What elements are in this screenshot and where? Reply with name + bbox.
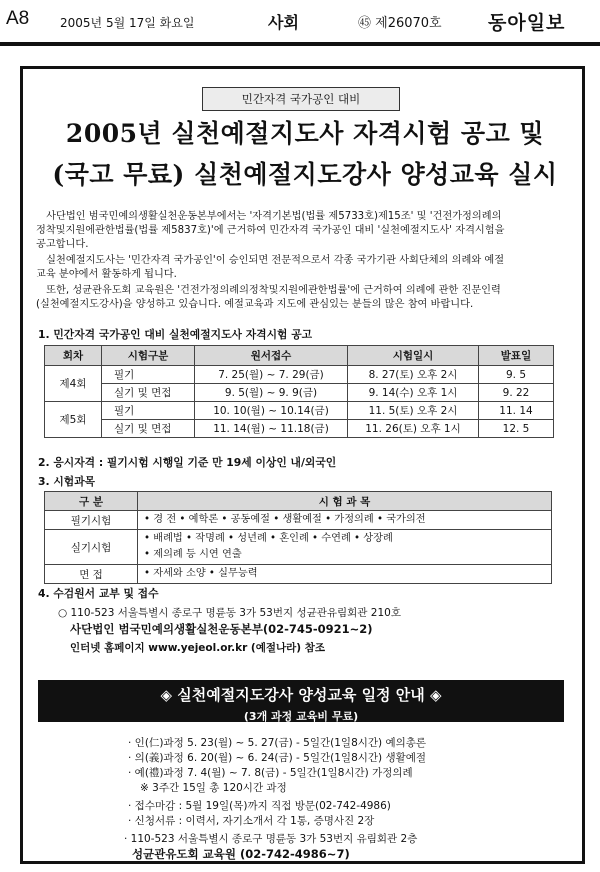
type-cell: 필기 — [102, 402, 195, 420]
table-row — [45, 511, 552, 530]
schedule-line: · 접수마감 : 5월 19일(목)까지 직접 방문(02-742-4986) — [128, 800, 391, 812]
section-heading-subjects: 3. 시험과목 — [38, 475, 96, 488]
ad-title-line1: 2005년 실천예절지도사 자격시험 공고 및 — [65, 119, 545, 148]
page-number: A8 — [6, 8, 30, 29]
intro-line: (실천예절지도강사)을 양성하고 있습니다. 예절교육과 지도에 관심있는 분들의 많은 참여 바랍니다. — [36, 299, 474, 310]
schedule-address: · 110-523 서울특별시 종로구 명륜동 3가 53번지 유림회관 2층 — [124, 833, 418, 845]
subject-label: 면 접 — [45, 565, 138, 584]
round-cell: 제4회 — [45, 366, 102, 402]
address-line: ○ 110-523 서울특별시 종로구 명륜동 3가 53번지 성균관유림회관 210호 — [58, 607, 401, 619]
schedule-line: · 의(義)과정 6. 20(월) ~ 6. 24(금) - 5일간(1일8시간) 생활예절 — [128, 752, 427, 764]
schedule-line: · 인(仁)과정 5. 23(월) ~ 5. 27(금) - 5일간(1일8시간) 예의총론 — [128, 737, 427, 749]
table-row — [45, 384, 554, 402]
result-cell: 12. 5 — [479, 420, 554, 438]
col-header: 시 험 과 목 — [138, 492, 552, 511]
exam-cell: 9. 14(수) 오후 1시 — [348, 384, 479, 402]
col-header: 시험일시 — [348, 346, 479, 366]
subject-list — [138, 530, 552, 565]
intro-line: 정착및지원에관한법률(법률 제5837호)'에 근거하여 민간자격 국가공인 대비 '실천예절지도사' 자격시험을 — [36, 225, 505, 236]
type-cell: 실기 및 면접 — [102, 384, 195, 402]
col-header: 원서접수 — [195, 346, 348, 366]
subject-list: • 경 전 • 예학론 • 공동예절 • 생활예절 • 가정의례 • 국가의전 — [138, 511, 552, 530]
intro-line: 또한, 성균관유도회 교육원은 '건전가정의례의정착및지원에관한법률'에 근거하여 의례에 관한 진문인력 — [36, 285, 501, 296]
newspaper-logo: 동아일보 — [488, 12, 566, 34]
newspaper-header — [0, 0, 600, 42]
result-cell: 11. 14 — [479, 402, 554, 420]
table-row — [45, 530, 552, 565]
col-header: 구 분 — [45, 492, 138, 511]
intro-line: 실천예절지도사는 '민간자격 국가공인'이 승인되면 전문적으로서 각종 국가기관 사회단체의 의례와 예절 — [36, 255, 505, 266]
organization-contact: 사단법인 범국민예의생활실천운동본부(02-745-0921~2) — [70, 622, 373, 636]
education-center-contact: 성균관유도회 교육원 (02-742-4986~7) — [132, 847, 350, 861]
schedule-line: · 신청서류 : 이력서, 자기소개서 각 1통, 증명사진 2장 — [128, 815, 375, 827]
col-header: 발표일 — [479, 346, 554, 366]
apply-cell: 10. 10(월) ~ 10.14(금) — [195, 402, 348, 420]
issue-date: 2005년 5월 17일 화요일 — [60, 16, 195, 30]
apply-cell: 7. 25(월) ~ 7. 29(금) — [195, 366, 348, 384]
subject-label: 실기시험 — [45, 530, 138, 565]
round-cell: 제5회 — [45, 402, 102, 438]
issue-number: ㊺ 제26070호 — [358, 16, 442, 31]
exam-cell: 11. 26(토) 오후 1시 — [348, 420, 479, 438]
section-heading-eligibility: 2. 응시자격 : 필기시험 시행일 기준 만 19세 이상인 내/외국인 — [38, 456, 337, 469]
subjects-table — [44, 491, 552, 584]
section-heading-exam: 1. 민간자격 국가공인 대비 실천예절지도사 자격시험 공고 — [38, 328, 313, 341]
subject-list-line: • 제의례 등 시연 연출 — [144, 549, 242, 560]
result-cell: 9. 22 — [479, 384, 554, 402]
type-cell: 필기 — [102, 366, 195, 384]
exam-cell: 8. 27(토) 오후 2시 — [348, 366, 479, 384]
exam-schedule-table — [44, 345, 554, 438]
subject-label: 필기시험 — [45, 511, 138, 530]
header-rule — [0, 42, 600, 46]
apply-cell: 11. 14(월) ~ 11.18(금) — [195, 420, 348, 438]
banner-subtitle: (3개 과정 교육비 무료) — [243, 710, 359, 723]
schedule-line: · 예(禮)과정 7. 4(월) ~ 7. 8(금) - 5일간(1일8시간) 가정의례 — [128, 767, 413, 779]
result-cell: 9. 5 — [479, 366, 554, 384]
intro-line: 사단법인 범국민예의생활실천운동본부에서는 '자격기본법(법률 제5733호)제15조' 및 '건전가정의례의 — [36, 211, 502, 222]
section-heading-application: 4. 수검원서 교부 및 접수 — [38, 587, 159, 600]
table-row — [45, 402, 554, 420]
training-banner — [38, 680, 564, 722]
type-cell: 실기 및 면접 — [102, 420, 195, 438]
homepage-line: 인터넷 홈페이지 www.yejeol.or.kr (예절나라) 참조 — [70, 642, 326, 654]
subject-list-line: • 배례법 • 작명례 • 성년례 • 혼인례 • 수연례 • 상장례 — [144, 533, 393, 544]
ad-title-line2: (국고 무료) 실천예절지도강사 양성교육 실시 — [52, 160, 558, 189]
ad-tagline: 민간자격 국가공인 대비 — [202, 87, 400, 111]
intro-line: 공고합니다. — [36, 239, 89, 250]
apply-cell: 9. 5(월) ~ 9. 9(금) — [195, 384, 348, 402]
col-header: 시험구분 — [102, 346, 195, 366]
schedule-note: ※ 3주간 15일 총 120시간 과정 — [140, 782, 287, 794]
table-row — [45, 565, 552, 584]
exam-cell: 11. 5(토) 오후 2시 — [348, 402, 479, 420]
banner-title: ◈ 실천예절지도강사 양성교육 일정 안내 ◈ — [160, 686, 442, 704]
table-header-row — [45, 346, 554, 366]
table-header-row — [45, 492, 552, 511]
table-row — [45, 420, 554, 438]
section-name: 사회 — [268, 13, 299, 32]
intro-line: 교육 분야에서 활동하게 됩니다. — [36, 269, 177, 280]
col-header: 회차 — [45, 346, 102, 366]
subject-list: • 자세와 소양 • 실무능력 — [138, 565, 552, 584]
table-row — [45, 366, 554, 384]
